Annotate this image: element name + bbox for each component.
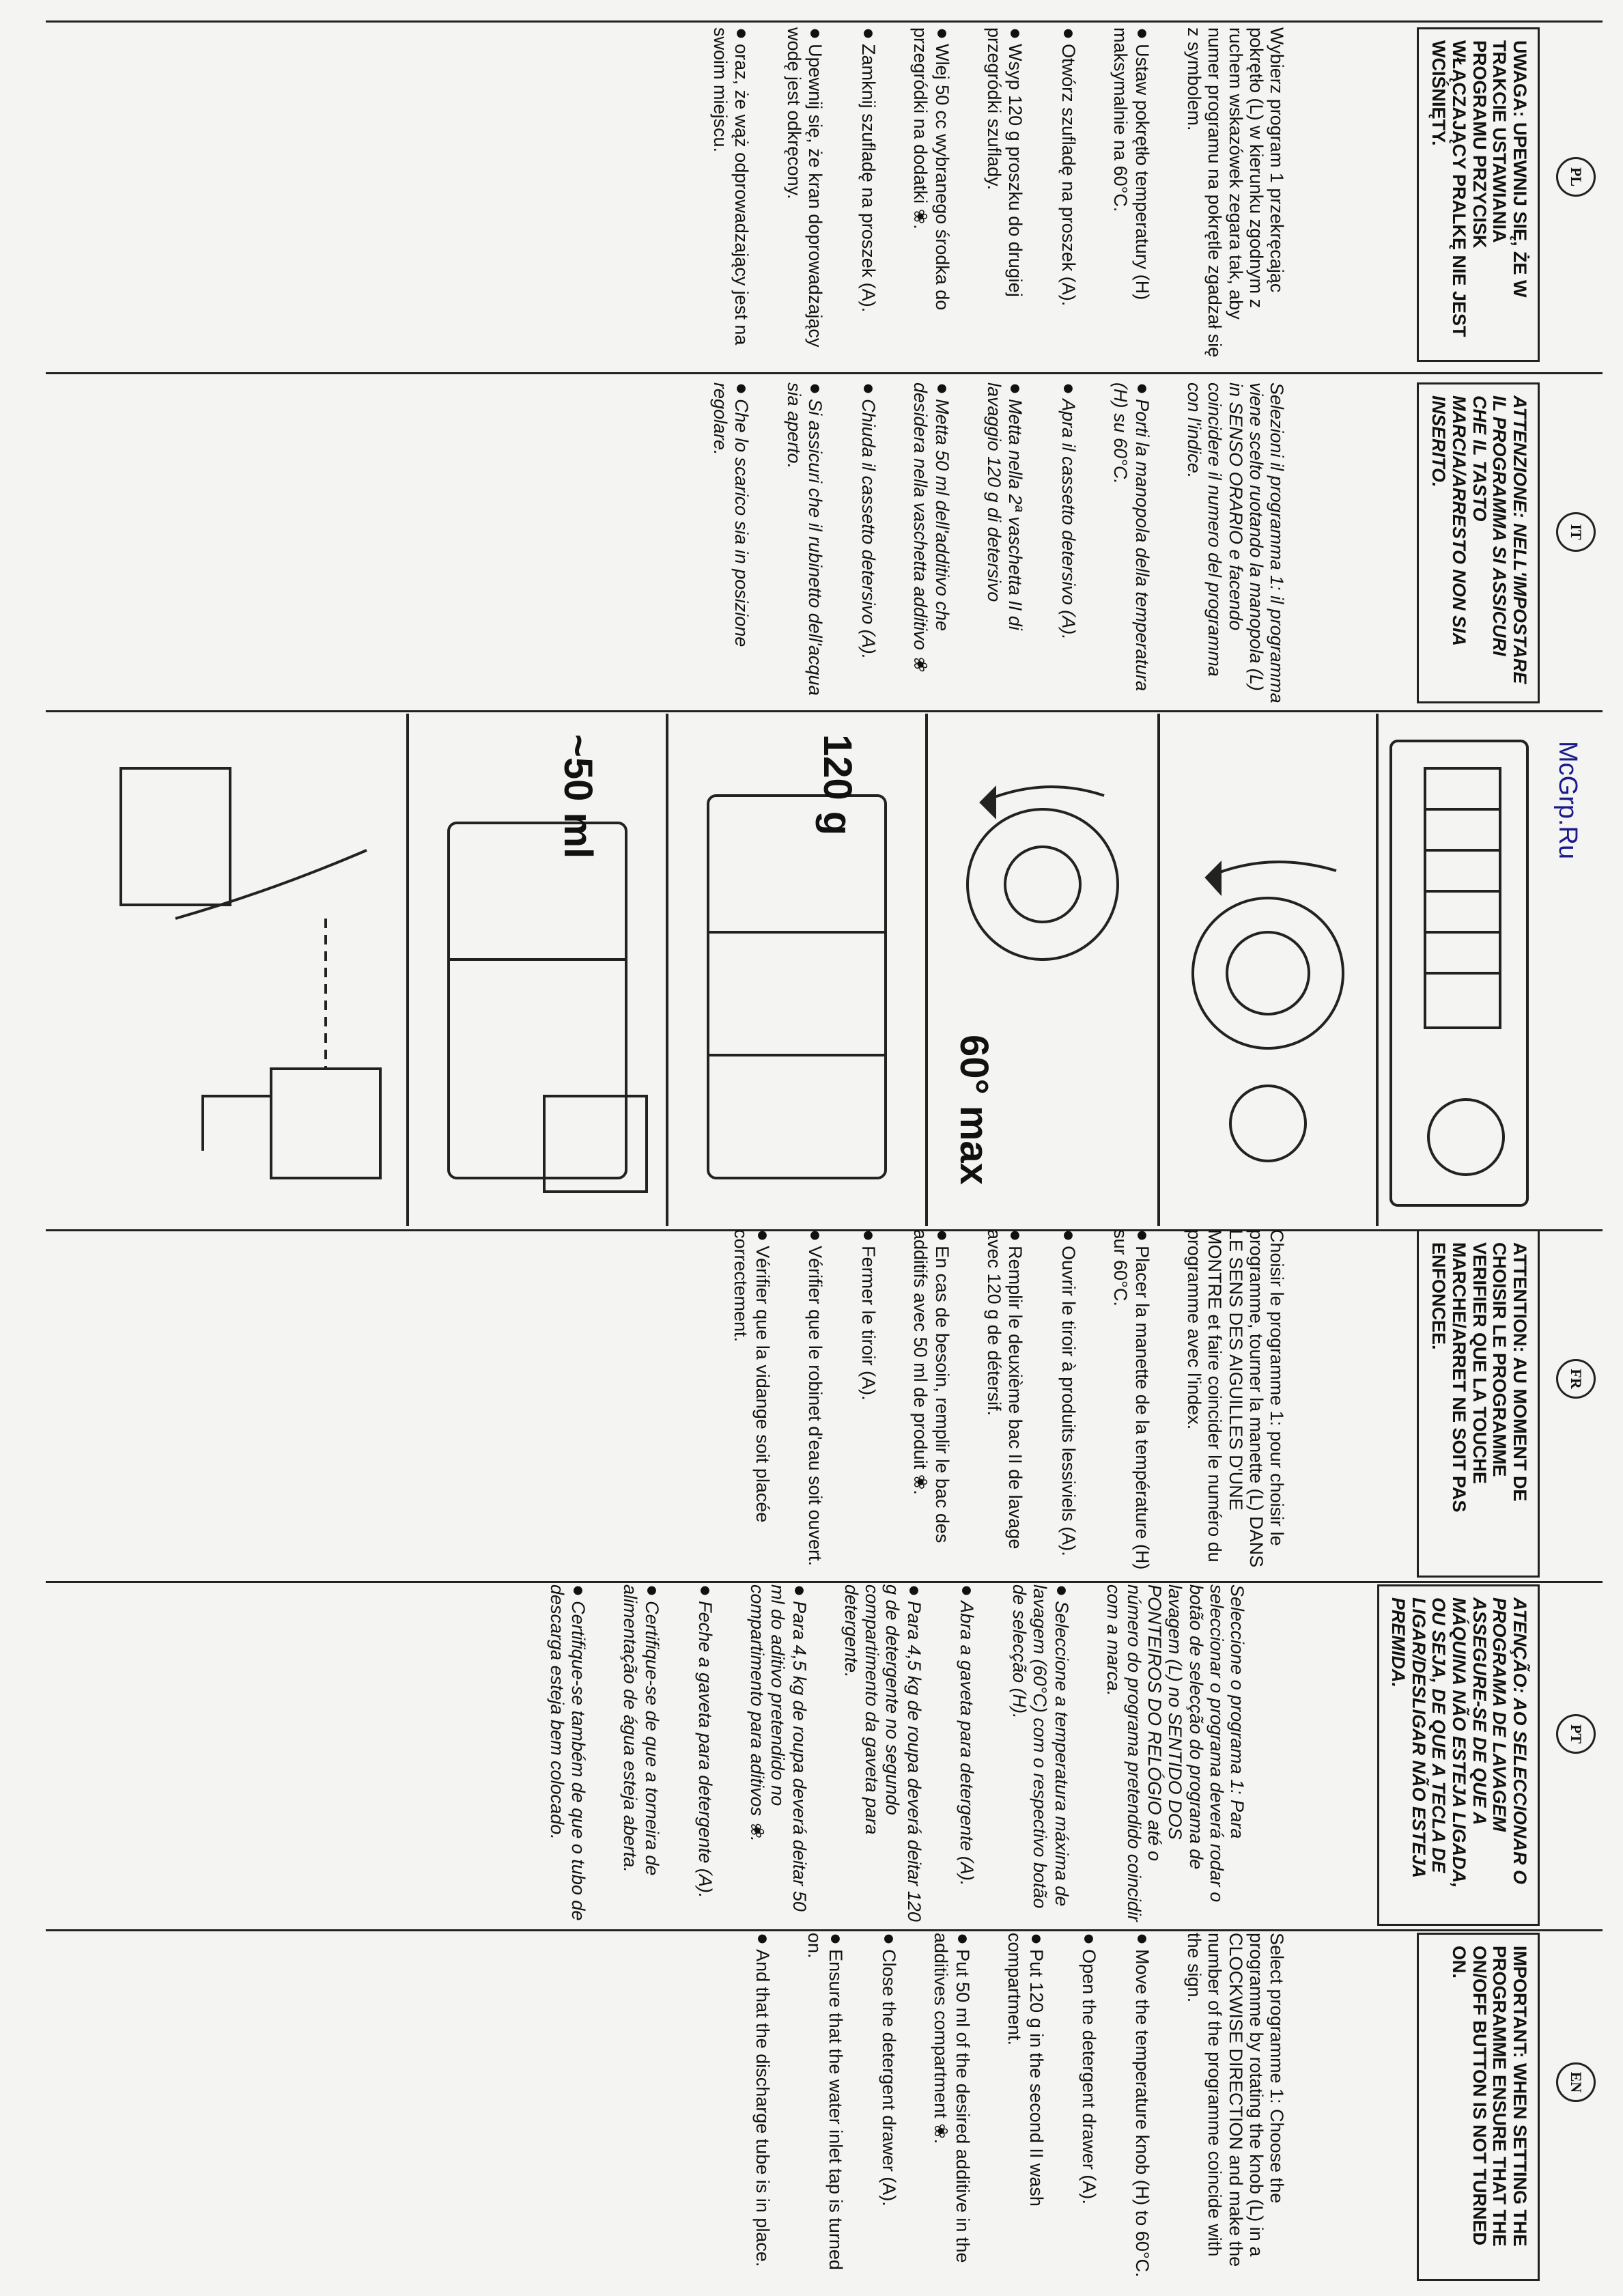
step-it-2 <box>1110 382 1154 703</box>
step-pt-3 <box>956 1584 979 1926</box>
step-text: Metta 50 ml dell'additivo che desidera nella vaschetta additivo ❀ <box>909 382 952 671</box>
watermark: McGrp.Ru <box>1553 741 1582 860</box>
program-knob-illustration <box>1193 862 1343 1161</box>
step-pt-1 <box>1103 1584 1248 1926</box>
step-text: Wybierz program 1 przekręcając pokrętło (L) w kierunku zgodnym z ruchem wskazówek zegara tak, aby numer programu na pokrętle zgadzał się z symbolem. <box>1184 27 1287 358</box>
step-it-7 <box>783 382 827 703</box>
step-fr-4 <box>984 1229 1028 1578</box>
step-text: Placer la manette de la température (H) sur 60°C. <box>1110 1229 1153 1570</box>
bullet-icon: ● <box>1050 1584 1073 1597</box>
step-en-1 <box>1184 1933 1287 2281</box>
step-text: Para 4,5 kg de roupa deverá deitar 120 g de detergente no segundo compartimento da gaveta para detergente. <box>841 1584 925 1922</box>
column-portuguese <box>20 1584 1603 1926</box>
step-fr-3 <box>1057 1229 1080 1578</box>
step-text: Choisir le programme 1: pour choisir le programme, tourner la manette (L) DANS LE SENS DES AIGUILLES D'UNE MONTRE et faire coincider le numéro du programme avec l'index. <box>1184 1229 1287 1568</box>
language-badge-en: EN <box>1556 2062 1596 2102</box>
bullet-icon: ● <box>1058 27 1080 40</box>
bullet-icon: ● <box>1058 1229 1080 1242</box>
step-text: And that the discharge tube is in place. <box>752 1949 773 2267</box>
step-fr-5 <box>910 1229 954 1578</box>
bullet-icon: ● <box>1078 1933 1101 1946</box>
step-en-5 <box>931 1933 974 2281</box>
language-badge-pt: PT <box>1556 1714 1596 1754</box>
bullet-icon: ● <box>857 382 880 395</box>
additive-compartment-illustration <box>449 823 647 1192</box>
step-text: Fermer le tiroir (A). <box>858 1246 879 1401</box>
temperature-knob-illustration <box>968 787 1118 960</box>
water-tap-illustration <box>121 768 380 1178</box>
bullet-icon: ● <box>931 27 954 40</box>
bullet-icon: ● <box>1004 382 1028 395</box>
warning-box-pt: ATENÇÃO: AO SELECCIONAR O PROGRAMA DE LAVAGEM ASSEGURE-SE DE QUE A MÁQUINA NÃO ESTEJA LIGADA, OU SEJA, DE QUE A TECLA DE LIGAR/DESLIGAR NÃO ESTEJA PREMIDA. <box>1377 1584 1540 1926</box>
warning-box-it: ATTENZIONE: NELL'IMPOSTARE IL PROGRAMMA SI ASSICURI CHE IL TASTO MARCIA/ARRESTO NON SIA INSERITO. <box>1417 382 1540 703</box>
step-text: Wsyp 120 g proszku do drugiej przegródki szuflady. <box>983 27 1026 297</box>
step-pl-8 <box>710 27 754 362</box>
bullet-icon: ● <box>1131 382 1154 395</box>
step-it-3 <box>1057 382 1080 703</box>
step-text: Porti la manopola della temperatura (H) su 60°C. <box>1110 382 1153 691</box>
step-en-8 <box>751 1933 774 2281</box>
step-pt-6 <box>694 1584 717 1926</box>
step-pt-2 <box>1008 1584 1073 1926</box>
step-it-8 <box>710 382 754 703</box>
step-text: Seleccione a temperatura máxima de lavagem (60°C) com o respectivo botão de selecção (H). <box>1008 1584 1072 1909</box>
bullet-icon: ● <box>1131 1933 1154 1946</box>
step-it-6 <box>857 382 880 703</box>
step-text: Ustaw pokrętło temperatury (H) maksymalnie na 60°C. <box>1110 27 1153 300</box>
column-english <box>20 1933 1603 2281</box>
step-pl-4 <box>984 27 1028 362</box>
column-divider <box>46 372 1603 374</box>
step-pt-8 <box>546 1584 590 1926</box>
bullet-icon: ● <box>903 1584 926 1597</box>
language-badge-it: IT <box>1556 512 1596 552</box>
step-text: Chiuda il cassetto detersivo (A). <box>858 399 879 660</box>
step-text: Remplir le deuxième bac II de lavage avec 120 g de détersif. <box>983 1229 1026 1550</box>
step-fr-2 <box>1110 1229 1154 1578</box>
column-divider <box>46 1581 1603 1583</box>
step-pl-1 <box>1184 27 1287 362</box>
step-text: Feche a gaveta para detergente (A). <box>694 1601 716 1899</box>
label-120-g: 120 g <box>815 734 860 836</box>
step-text: Metta nella 2ª vaschetta II di lavaggio 120 g di detersivo <box>983 382 1026 630</box>
step-text: Move the temperature knob (H) to 60°C. <box>1131 1949 1153 2278</box>
step-text: Put 120 g in the second II wash compartment. <box>1004 1933 1047 2207</box>
bullet-icon: ● <box>857 27 880 40</box>
warning-box-en: IMPORTANT: WHEN SETTING THE PROGRAMME ENSURE THAT THE ON/OFF BUTTON IS NOT TURNED ON. <box>1417 1933 1540 2281</box>
step-fr-1 <box>1184 1229 1287 1578</box>
column-divider <box>46 20 1603 23</box>
bullet-icon: ● <box>951 1933 974 1946</box>
bullet-icon: ● <box>825 1933 848 1946</box>
step-text: Open the detergent drawer (A). <box>1079 1949 1100 2204</box>
step-text: Si assicuri che il rubinetto dell'acqua sia aperto. <box>783 382 826 696</box>
step-en-4 <box>1004 1933 1048 2281</box>
step-fr-8 <box>731 1229 774 1578</box>
label-50-ml: ~50 ml <box>556 734 600 859</box>
step-pl-5 <box>910 27 954 362</box>
step-text: Abra a gaveta para detergente (A). <box>957 1601 978 1886</box>
language-badge-fr: FR <box>1556 1359 1596 1399</box>
step-pl-3 <box>1057 27 1080 362</box>
step-text: Seleccione o programa 1: Para seleccionar o programa deverá rodar o botão de selecção do programa de lavagem (L) no SENTIDO DOS PONTEIROS DO RELÓGIO até o número do programa pretendido coincidir com a marca. <box>1103 1584 1248 1922</box>
bullet-icon: ● <box>640 1584 664 1597</box>
step-text: Put 50 ml of the desired additive in the additives compartment ❀. <box>931 1933 973 2263</box>
bullet-icon: ● <box>788 1584 811 1597</box>
step-pl-6 <box>857 27 880 362</box>
illustrations-panel <box>94 714 1541 1226</box>
bullet-icon: ● <box>804 1229 828 1242</box>
bullet-icon: ● <box>931 1229 954 1242</box>
warning-box-fr: ATTENTION: AU MOMENT DE CHOISIR LE PROGRAMME VERIFIER QUE LA TOUCHE MARCHE/ARRET NE SOIT PAS ENFONCEE. <box>1417 1229 1540 1578</box>
bullet-icon: ● <box>931 382 954 395</box>
step-text: Certifique-se também de que o tubo de descarga esteja bem colocado. <box>546 1584 589 1921</box>
bullet-icon: ● <box>751 1933 774 1946</box>
bullet-icon: ● <box>857 1229 880 1242</box>
control-panel-illustration <box>1391 741 1527 1205</box>
bullet-icon: ● <box>956 1584 979 1597</box>
bullet-icon: ● <box>877 1933 901 1946</box>
bullet-icon: ● <box>694 1584 717 1597</box>
step-pl-7 <box>783 27 827 362</box>
step-pl-2 <box>1110 27 1154 362</box>
step-text: Para 4,5 kg de roupa deverá deitar 50 ml do aditivo pretendido no compartimento para aditivos ❀. <box>746 1584 810 1912</box>
step-text: Select programme 1: Choose the programme by rotating the knob (L) in a CLOCKWISE DIRECTION and make the number of the programme coincide with the sign. <box>1184 1933 1287 2267</box>
column-divider <box>46 710 1603 712</box>
bullet-icon: ● <box>804 382 828 395</box>
step-it-5 <box>910 382 954 703</box>
column-polish <box>20 27 1603 362</box>
step-text: Apra il cassetto detersivo (A). <box>1058 399 1079 640</box>
step-en-6 <box>877 1933 901 2281</box>
bullet-icon: ● <box>1131 1229 1154 1242</box>
step-pt-5 <box>747 1584 811 1926</box>
label-60-max: 60° max <box>952 1035 996 1185</box>
step-text: Vérifier que le robinet d'eau soit ouvert. <box>805 1246 826 1567</box>
step-text: Selezioni il programma 1: il programma viene scelto ruotando la manopola (L) in SENSO ORARIO e facendo coincidere il numero del programma con l'indice. <box>1184 382 1287 703</box>
bullet-icon: ● <box>567 1584 591 1597</box>
step-text: oraz, że wąż odprowadzający jest na swoim miejscu. <box>709 27 752 346</box>
step-text: Certifique-se de que a torneira de alimentação de água esteja aberta. <box>620 1584 662 1876</box>
step-text: Otwórz szufladę na proszek (A). <box>1058 44 1079 307</box>
bullet-icon: ● <box>804 27 828 40</box>
detergent-drawer-illustration <box>708 796 886 1178</box>
step-pt-7 <box>620 1584 664 1926</box>
step-en-2 <box>1131 1933 1154 2281</box>
step-en-7 <box>804 1933 848 2281</box>
bullet-icon: ● <box>1004 1229 1028 1242</box>
step-text: Zamknij szufladę na proszek (A). <box>858 44 879 313</box>
warning-box-pl: UWAGA: UPEWNIJ SIĘ, ŻE W TRAKCIE USTAWIANIA PROGRAMU PRZYCISK WŁĄCZAJĄCY PRALKĘ NIE JEST WCIŚNIĘTY. <box>1417 27 1540 362</box>
step-en-3 <box>1078 1933 1101 2281</box>
column-divider <box>46 1929 1603 1931</box>
step-it-4 <box>984 382 1028 703</box>
bullet-icon: ● <box>1058 382 1080 395</box>
step-pt-4 <box>841 1584 926 1926</box>
step-text: Ouvrir le tiroir à produits lessiviels (A). <box>1058 1246 1079 1556</box>
bullet-icon: ● <box>731 27 754 40</box>
step-text: Wlej 50 cc wybranego środka do przegródki na dodatki ❀. <box>909 27 952 311</box>
language-badge-pl: PL <box>1556 157 1596 197</box>
step-it-1 <box>1184 382 1287 703</box>
bullet-icon: ● <box>1025 1933 1048 1946</box>
step-fr-6 <box>857 1229 880 1578</box>
step-text: Ensure that the water inlet tap is turned on. <box>804 1933 847 2270</box>
step-text: Upewnij się, że kran doprowadzający wodę jest odkręcony. <box>783 27 826 348</box>
step-text: Che lo scarico sia in posizione regolare. <box>709 382 752 647</box>
bullet-icon: ● <box>731 382 754 395</box>
bullet-icon: ● <box>1004 27 1028 40</box>
bullet-icon: ● <box>1131 27 1154 40</box>
step-text: En cas de besoin, remplir le bac des additifs avec 50 ml de produit ❀. <box>909 1229 952 1543</box>
column-french <box>20 1229 1603 1578</box>
column-italian <box>20 382 1603 703</box>
step-text: Close the detergent drawer (A). <box>878 1949 899 2207</box>
bullet-icon: ● <box>751 1229 774 1242</box>
step-text: Vérifier que la vidange soit placée correctement. <box>730 1229 773 1523</box>
step-fr-7 <box>804 1229 828 1578</box>
